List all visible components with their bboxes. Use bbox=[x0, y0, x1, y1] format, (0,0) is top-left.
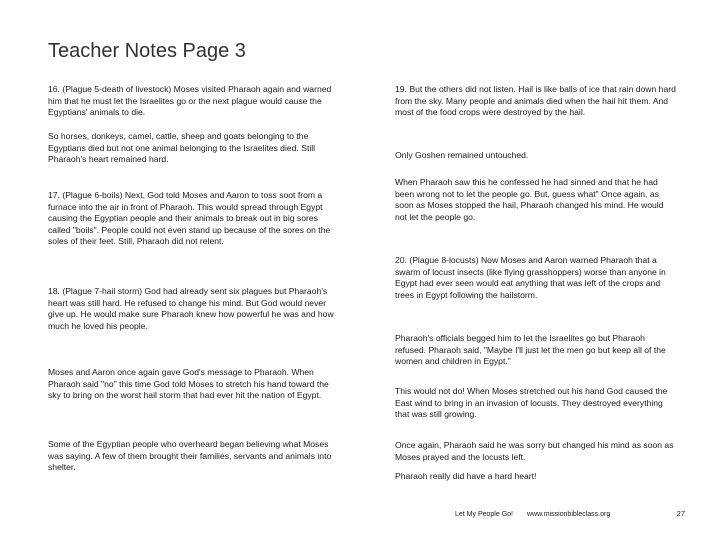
page-footer bbox=[455, 509, 685, 518]
paragraph-pharaoh-confessed: When Pharaoh saw this he confessed he had sinned and that he had been wrong not to let the people go. But, guess what" Once again, as soon as Moses stopped the hail, Pharaoh changed his mind. He would not let the people go. bbox=[395, 177, 664, 222]
paragraph-sorry-again: Once again, Pharaoh said he was sorry but changed his mind as soon as Moses prayed and the locusts left. bbox=[395, 440, 674, 462]
paragraph-egyptians-believing: Some of the Egyptian people who overheard began believing what Moses was saying. A few of them brought their families, servants and animals into shelter. bbox=[48, 439, 332, 473]
paragraph-plague-5: 16. (Plague 5-death of livestock) Moses visited Pharaoh again and warned him that he must let the Israelites go or the next plague would cause the Egyptians' animals to die. bbox=[48, 84, 332, 118]
paragraph-hard-heart: Pharaoh really did have a hard heart! bbox=[395, 471, 537, 481]
paragraph-goshen: Only Goshen remained untouched. bbox=[395, 150, 529, 160]
paragraph-east-wind: This would not do! When Moses stretched out his hand God caused the East wind to bring in an invasion of locusts. They destroyed everything that was still growing. bbox=[395, 386, 668, 420]
page-number: 27 bbox=[676, 509, 685, 518]
paragraph-plague-8: 20. (Plague 8-locusts) Now Moses and Aaron warned Pharaoh that a swarm of locust insects (like flying grasshoppers) worse than anyone in Egypt had ever seen would eat anything that was left of the crops and trees in Egypt following the hailstorm. bbox=[395, 255, 666, 300]
footer-brand: Let My People Go! bbox=[455, 511, 513, 518]
paragraph-officials-begged: Pharaoh's officials begged him to let the Israelites go but Pharaoh refused. Pharaoh said, "Maybe I'll just let the men go but keep all of the women and children in Egypt." bbox=[395, 333, 666, 367]
page-title: Teacher Notes Page 3 bbox=[48, 40, 246, 62]
paragraph-livestock-died: So horses, donkeys, camel, cattle, sheep and goats belonging to the Egyptians died but not one animal belonging to the Israelites died. Still Pharaoh's heart remained hard. bbox=[48, 131, 316, 165]
paragraph-plague-7: 18. (Plague 7-hail storm) God had already sent six plagues but Pharaoh's heart was still hard. He refused to change his mind. But God would never give up. He would make sure Pharaoh knew how powerful he was and how much he loved his people. bbox=[48, 286, 334, 331]
paragraph-plague-6: 17. (Plague 6-boils) Next, God told Moses and Aaron to toss soot from a furnace into the air in front of Pharaoh. This would spread through Egypt causing the Egyptian people and their animals to break out in big sores called "boils". People could not even stand up because of the sores on the soles of their feet. Still, Pharaoh did not relent. bbox=[48, 190, 331, 247]
footer-url: www.missionbibleclass.org bbox=[526, 511, 611, 518]
paragraph-hail-damage: 19. But the others did not listen. Hail is like balls of ice that rain down hard from the sky. Many people and animals died when the hail hit them. And most of the food crops were destroyed by the hail. bbox=[395, 84, 676, 118]
paragraph-hail-warning: Moses and Aaron once again gave God's message to Pharaoh. When Pharaoh said "no" this time God told Moses to stretch his hand toward the sky to bring on the worst hail storm that had ever hit the nation of Egypt. bbox=[48, 367, 329, 401]
